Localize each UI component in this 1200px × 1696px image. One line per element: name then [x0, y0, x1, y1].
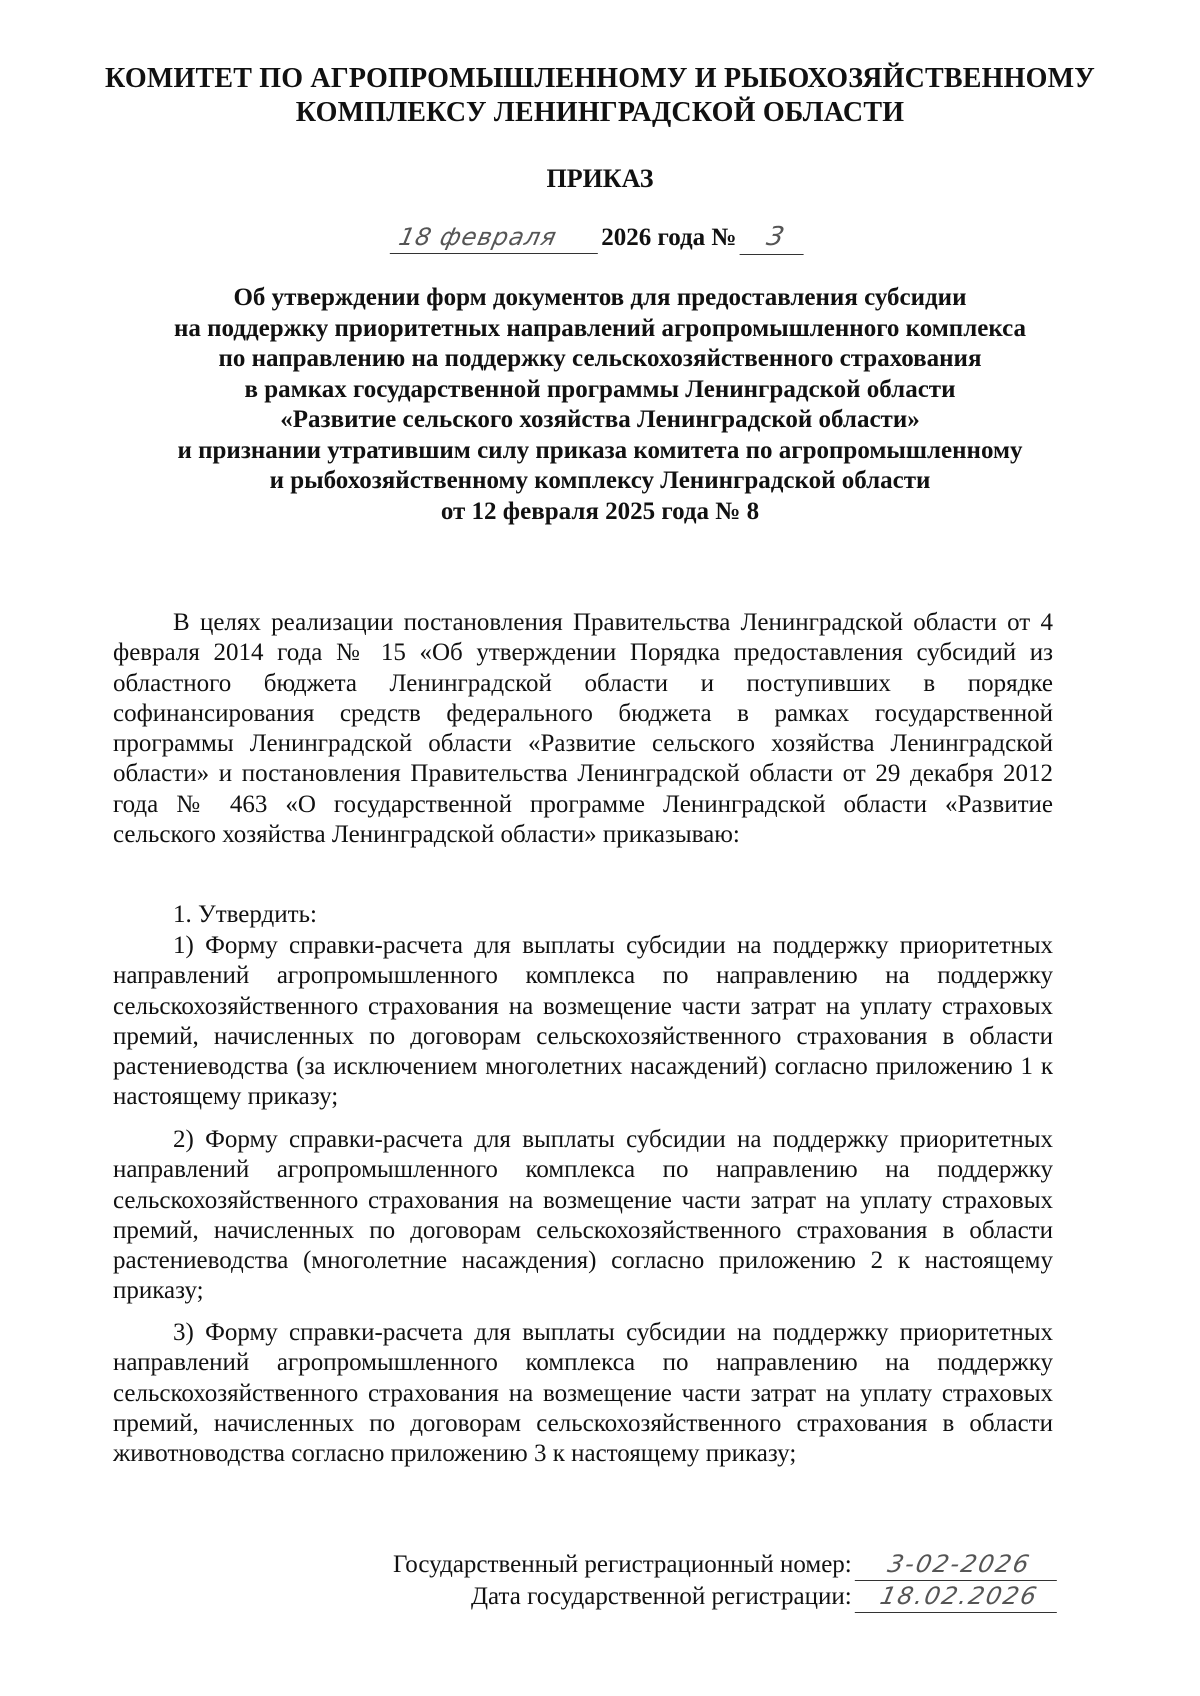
handwritten-registration-date: 18.02.2026: [855, 1582, 1064, 1613]
subject-line: на поддержку приоритетных направлений агропромышленного комплекса: [173, 314, 1027, 342]
document-type-title: ПРИКАЗ: [546, 164, 654, 193]
order-date-number-line: [0, 222, 1200, 255]
registration-number-label: Государственный регистрационный номер:: [393, 1551, 852, 1578]
resolution-item-1: [113, 931, 1053, 1113]
subject-line: и признании утратившим силу приказа комитета по агропромышленному: [177, 436, 1023, 464]
subject-line: Об утверждении форм документов для предоставления субсидии: [233, 284, 967, 311]
resolution-heading-text: 1. Утвердить:: [173, 901, 317, 928]
preamble-paragraph: [113, 608, 1053, 850]
subject-line: по направлению на поддержку сельскохозяйственного страхования: [218, 345, 982, 372]
registration-date-label: Дата государственной регистрации:: [471, 1583, 852, 1610]
handwritten-registration-number: 3-02-2026: [855, 1550, 1064, 1581]
resolution-item-text: 2) Форму справки-расчета для выплаты субсидии на поддержку приоритетных направлений агропромышленного комплекса по направлению на поддержку сельскохозяйственного страхования на возмещение части затрат на уплату страховых премий, начисленных по договорам сельскохозяйственного страхования в области растениеводства (многолетние насаждения) согласно приложению 2 к настоящему приказу;: [113, 1126, 1053, 1305]
organization-name-line-1: КОМИТЕТ ПО АГРОПРОМЫШЛЕННОМУ И РЫБОХОЗЯЙСТВЕННОМУ: [105, 63, 1095, 94]
registration-number-line: [393, 1550, 1060, 1581]
subject-line: и рыбохозяйственному комплексу Ленинградской области: [269, 467, 931, 494]
registration-date-line: [471, 1582, 1060, 1613]
organization-header: [0, 62, 1200, 130]
handwritten-order-date: 18 февраля: [390, 223, 605, 254]
subject-line: от 12 февраля 2025 года № 8: [440, 497, 760, 525]
order-year-number-label: 2026 года №: [601, 224, 737, 251]
subject-line: в рамках государственной программы Ленинградской области: [244, 375, 956, 403]
order-subject: [0, 283, 1200, 527]
subject-line: «Развитие сельского хозяйства Ленинградской области»: [280, 406, 920, 433]
handwritten-order-number: 3: [739, 222, 810, 255]
resolution-item-2: [113, 1125, 1053, 1307]
resolution-item-text: 3) Форму справки-расчета для выплаты субсидии на поддержку приоритетных направлений агропромышленного комплекса по направлению на поддержку сельскохозяйственного страхования на возмещение части затрат на уплату страховых премий, начисленных по договорам сельскохозяйственного страхования в области животноводства согласно приложению 3 к настоящему приказу;: [113, 1319, 1053, 1468]
preamble-text: В целях реализации постановления Правительства Ленинградской области от 4 февраля 2014 года № 15 «Об утверждении Порядка предоставления субсидий из областного бюджета Ленинградской области и поступивших в порядке софинансирования средств федерального бюджета в рамках государственной программы Ленинградской области «Развитие сельского хозяйства Ленинградской области» и постановления Правительства Ленинградской области от 29 декабря 2012 года № 463 «О государственной программе Ленинградской области «Развитие сельского хозяйства Ленинградской области» приказываю:: [113, 609, 1053, 849]
resolution-item-3: [113, 1318, 1053, 1469]
resolution-item-text: 1) Форму справки-расчета для выплаты субсидии на поддержку приоритетных направлений агропромышленного комплекса по направлению на поддержку сельскохозяйственного страхования на возмещение части затрат на уплату страховых премий, начисленных по договорам сельскохозяйственного страхования в области растениеводства (за исключением многолетних насаждений) согласно приложению 1 к настоящему приказу;: [113, 932, 1053, 1111]
organization-name-line-2: КОМПЛЕКСУ ЛЕНИНГРАДСКОЙ ОБЛАСТИ: [295, 97, 905, 128]
resolution-heading: [113, 900, 1053, 930]
